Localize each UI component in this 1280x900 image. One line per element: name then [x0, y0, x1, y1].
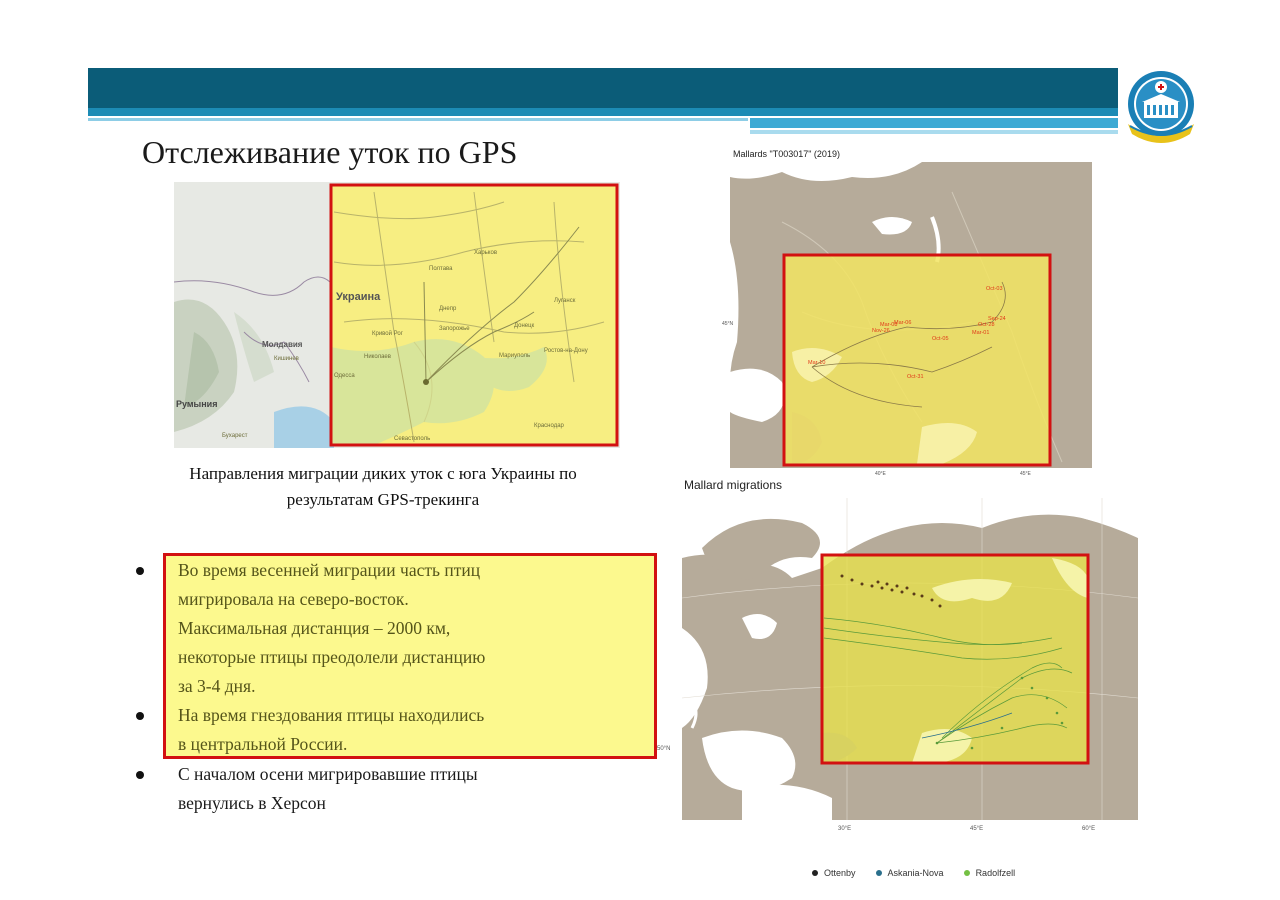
ukraine-migration-map	[174, 182, 620, 448]
mallard-track-map	[722, 162, 1092, 468]
city-label: Харьков	[474, 250, 498, 256]
legend-dot-icon	[812, 870, 818, 876]
bullet-text	[178, 760, 640, 818]
city-label: Севастополь	[394, 436, 431, 442]
bullet-line: за 3-4 дня.	[178, 676, 256, 696]
bullet-icon	[136, 712, 144, 720]
bullet-icon	[136, 771, 144, 779]
header-banner-line	[88, 118, 748, 121]
track-point-label: Oct-05	[932, 336, 949, 342]
city-label: Запорожье	[439, 326, 470, 332]
city-label: Одесса	[334, 373, 355, 379]
bullet-item	[136, 701, 641, 759]
city-label: Краснодар	[534, 423, 564, 429]
legend-label: Ottenby	[824, 868, 856, 878]
bullet-line: На время гнездования птицы находились	[178, 705, 485, 725]
track-point-label: Oct-03	[986, 286, 1003, 292]
track-point-label: Sep-24	[988, 316, 1006, 322]
track-point-label: Oct-28	[978, 322, 995, 328]
legend-item	[812, 868, 856, 878]
bullet-text	[178, 556, 640, 701]
header-banner-line	[750, 118, 1118, 128]
city-label: Мариуполь	[499, 353, 531, 359]
map-title: Mallards "T003017" (2019)	[733, 149, 840, 159]
bullet-line: некоторые птицы преодолели дистанцию	[178, 647, 486, 667]
map-title: Mallard migrations	[684, 478, 783, 492]
legend-label: Askania-Nova	[887, 868, 944, 878]
track-point-label: Nov-26	[872, 328, 890, 334]
bullet-icon	[136, 567, 144, 575]
lon-axis-label: 60°E	[1082, 826, 1096, 832]
city-label: Донецк	[514, 323, 535, 329]
lon-axis-label: 40°E	[875, 471, 886, 477]
city-label: Полтава	[429, 266, 453, 272]
header-banner-line	[750, 130, 1118, 134]
legend-item	[964, 868, 1016, 878]
bullet-line: С началом осени мигрировавшие птицы	[178, 764, 478, 784]
legend-item	[876, 868, 944, 878]
lon-axis-label: 30°E	[838, 826, 852, 832]
lat-axis	[656, 740, 686, 754]
track-point-label: Mar-10	[808, 360, 826, 366]
map-caption	[118, 461, 648, 513]
country-label: Украина	[336, 291, 381, 303]
city-label: Днепр	[439, 306, 457, 312]
city-label: Николаев	[364, 354, 391, 360]
university-emblem-icon	[1120, 68, 1202, 144]
bullet-item	[136, 760, 641, 818]
bullet-line: Максимальная дистанция – 2000 км,	[178, 618, 451, 638]
track-point-label: Oct-31	[907, 374, 924, 380]
bullet-text	[178, 701, 640, 759]
bullet-line: мигрировала на северо-восток.	[178, 589, 409, 609]
caption-line: результатам GPS-трекинга	[286, 490, 480, 509]
city-label: Кишинев	[274, 356, 299, 362]
city-label: Ростов-на-Дону	[544, 348, 588, 354]
lon-axis-label: 45°E	[970, 826, 984, 832]
bullet-item	[136, 556, 641, 701]
track-point-label: Mar-01	[972, 330, 990, 336]
lat-axis-label: 50°N	[657, 746, 671, 752]
lon-axis-label: 45°E	[1020, 471, 1031, 477]
slide-title: Отслеживание уток по GPS	[142, 134, 518, 170]
city-label: Кривой Рог	[372, 331, 403, 337]
country-label: Румыния	[176, 399, 218, 409]
legend-label: Radolfzell	[975, 868, 1016, 878]
bullet-line: в центральной России.	[178, 734, 348, 754]
bullet-line: Во время весенней миграции часть птиц	[178, 560, 481, 580]
lon-axis	[820, 822, 1120, 834]
city-label: Луганск	[554, 298, 576, 304]
lon-axis	[860, 468, 1060, 478]
legend-dot-icon	[964, 870, 970, 876]
lat-axis-label: 45°N	[722, 321, 734, 327]
mallard-migrations-map	[682, 498, 1138, 820]
bullet-line: вернулись в Херсон	[178, 793, 326, 813]
header-banner-stripe	[88, 108, 1118, 116]
track-point-label: Mar-08	[880, 322, 898, 328]
map-legend	[812, 864, 1029, 882]
city-label: Бухарест	[222, 433, 248, 439]
header-banner	[88, 68, 1118, 108]
track-point-label: Mar-06	[894, 320, 912, 326]
caption-line: Направления миграции диких уток с юга Украины по	[189, 464, 577, 483]
country-label: Молдавия	[262, 340, 303, 349]
legend-dot-icon	[876, 870, 882, 876]
